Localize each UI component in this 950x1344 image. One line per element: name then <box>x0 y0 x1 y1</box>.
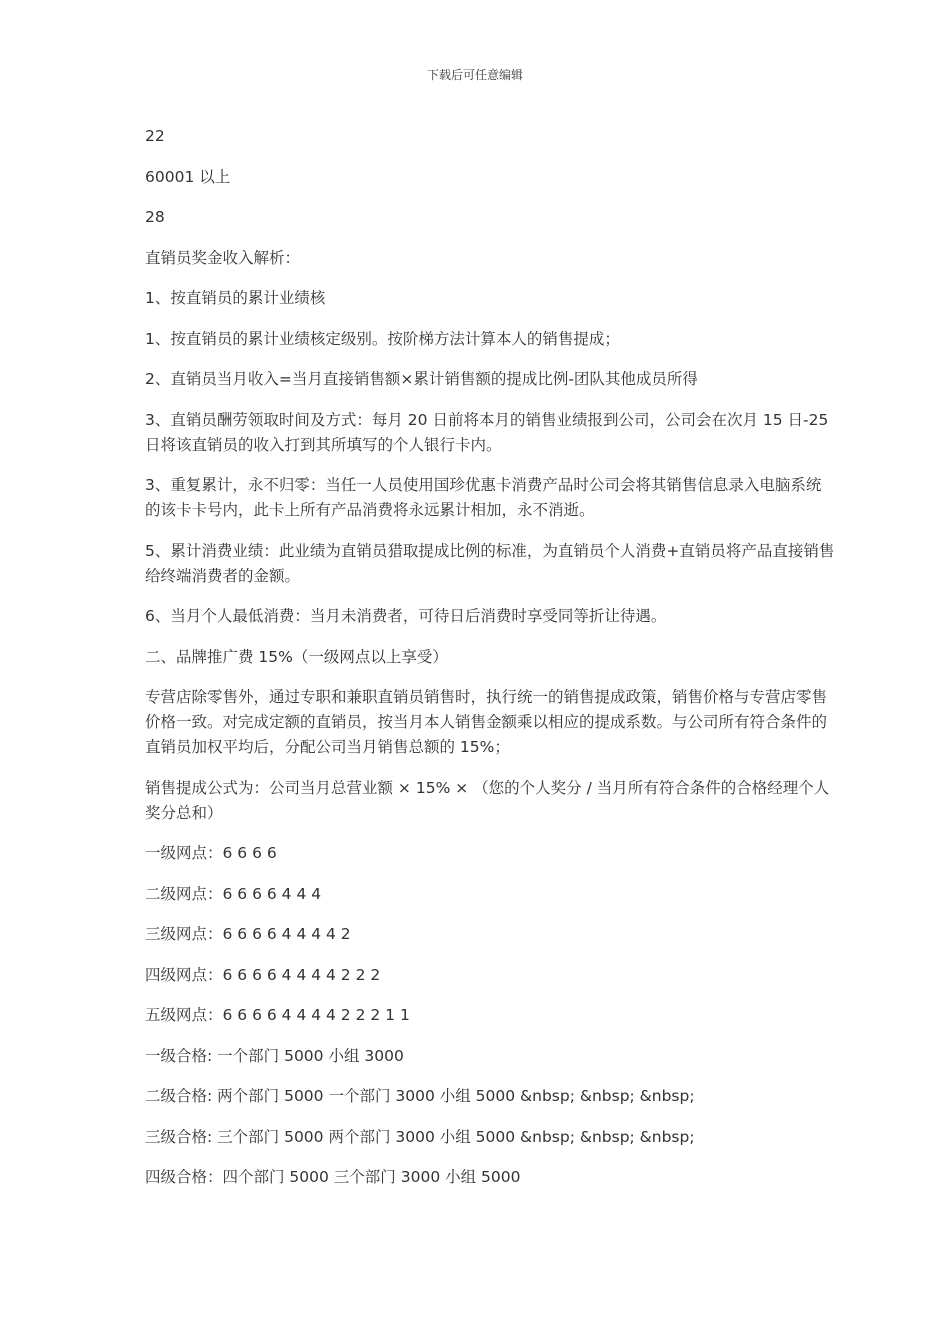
level-row: 二级网点：6 6 6 6 4 4 4 <box>145 884 322 903</box>
paragraph: 1、按直销员的累计业绩核 <box>145 289 326 307</box>
level-row: 五级网点：6 6 6 6 4 4 4 4 2 2 2 1 1 <box>145 1006 410 1024</box>
paragraph: 3、直销员酬劳领取时间及方式：每月 20 日前将本月的销售业绩报到公司，公司会在次月 15 日-25 日将该直销员的收入打到其所填写的个人银行卡内。 <box>145 410 834 454</box>
section-heading: 二、品牌推广费 15%（一级网点以上享受） <box>145 647 448 666</box>
paragraph: 2、直销员当月收入=当月直接销售额×累计销售额的提成比例-团队其他成员所得 <box>145 370 698 388</box>
qualification-row: 二级合格: 两个部门 5000 一个部门 3000 小组 5000 &nbsp; &nbsp; &nbsp; <box>145 1087 695 1105</box>
document-body <box>145 124 835 1206</box>
formula-paragraph: 销售提成公式为：公司当月总营业额 × 15% × （您的个人奖分 / 当月所有符合条件的合格经理个人奖分总和） <box>145 778 830 822</box>
qualification-row: 一级合格: 一个部门 5000 小组 3000 <box>145 1046 404 1065</box>
paragraph: 1、按直销员的累计业绩核定级别。按阶梯方法计算本人的销售提成； <box>145 329 620 348</box>
paragraph: 6、当月个人最低消费：当月未消费者，可待日后消费时享受同等折让待遇。 <box>145 607 667 625</box>
level-row: 一级网点：6 6 6 6 <box>145 844 277 862</box>
level-row: 四级网点：6 6 6 6 4 4 4 4 2 2 2 <box>145 965 381 984</box>
paragraph: 60001 以上 <box>145 167 231 186</box>
level-row: 三级网点：6 6 6 6 4 4 4 4 2 <box>145 925 351 943</box>
paragraph: 5、累计消费业绩：此业绩为直销员猎取提成比例的标准，为直销员个人消费+直销员将产品直接销售给终端消费者的金额。 <box>145 541 835 585</box>
paragraph: 28 <box>145 208 165 226</box>
qualification-row: 三级合格: 三个部门 5000 两个部门 3000 小组 5000 &nbsp; &nbsp; &nbsp; <box>145 1127 695 1146</box>
section-heading: 直销员奖金收入解析： <box>145 248 301 267</box>
paragraph: 22 <box>145 127 165 145</box>
paragraph: 专营店除零售外，通过专职和兼职直销员销售时，执行统一的销售提成政策，销售价格与专营店零售价格一致。对完成定额的直销员，按当月本人销售金额乘以相应的提成系数。与公司所有符合条件的直销员加权平均后，分配公司当月销售总额的 15%； <box>145 688 828 756</box>
paragraph: 3、重复累计，永不归零：当任一人员使用国珍优惠卡消费产品时公司会将其销售信息录入电脑系统的该卡卡号内，此卡上所有产品消费将永远累计相加，永不消逝。 <box>145 476 822 519</box>
qualification-row: 四级合格：四个部门 5000 三个部门 3000 小组 5000 <box>145 1168 521 1186</box>
page-header: 下载后可任意编辑 <box>426 68 523 82</box>
